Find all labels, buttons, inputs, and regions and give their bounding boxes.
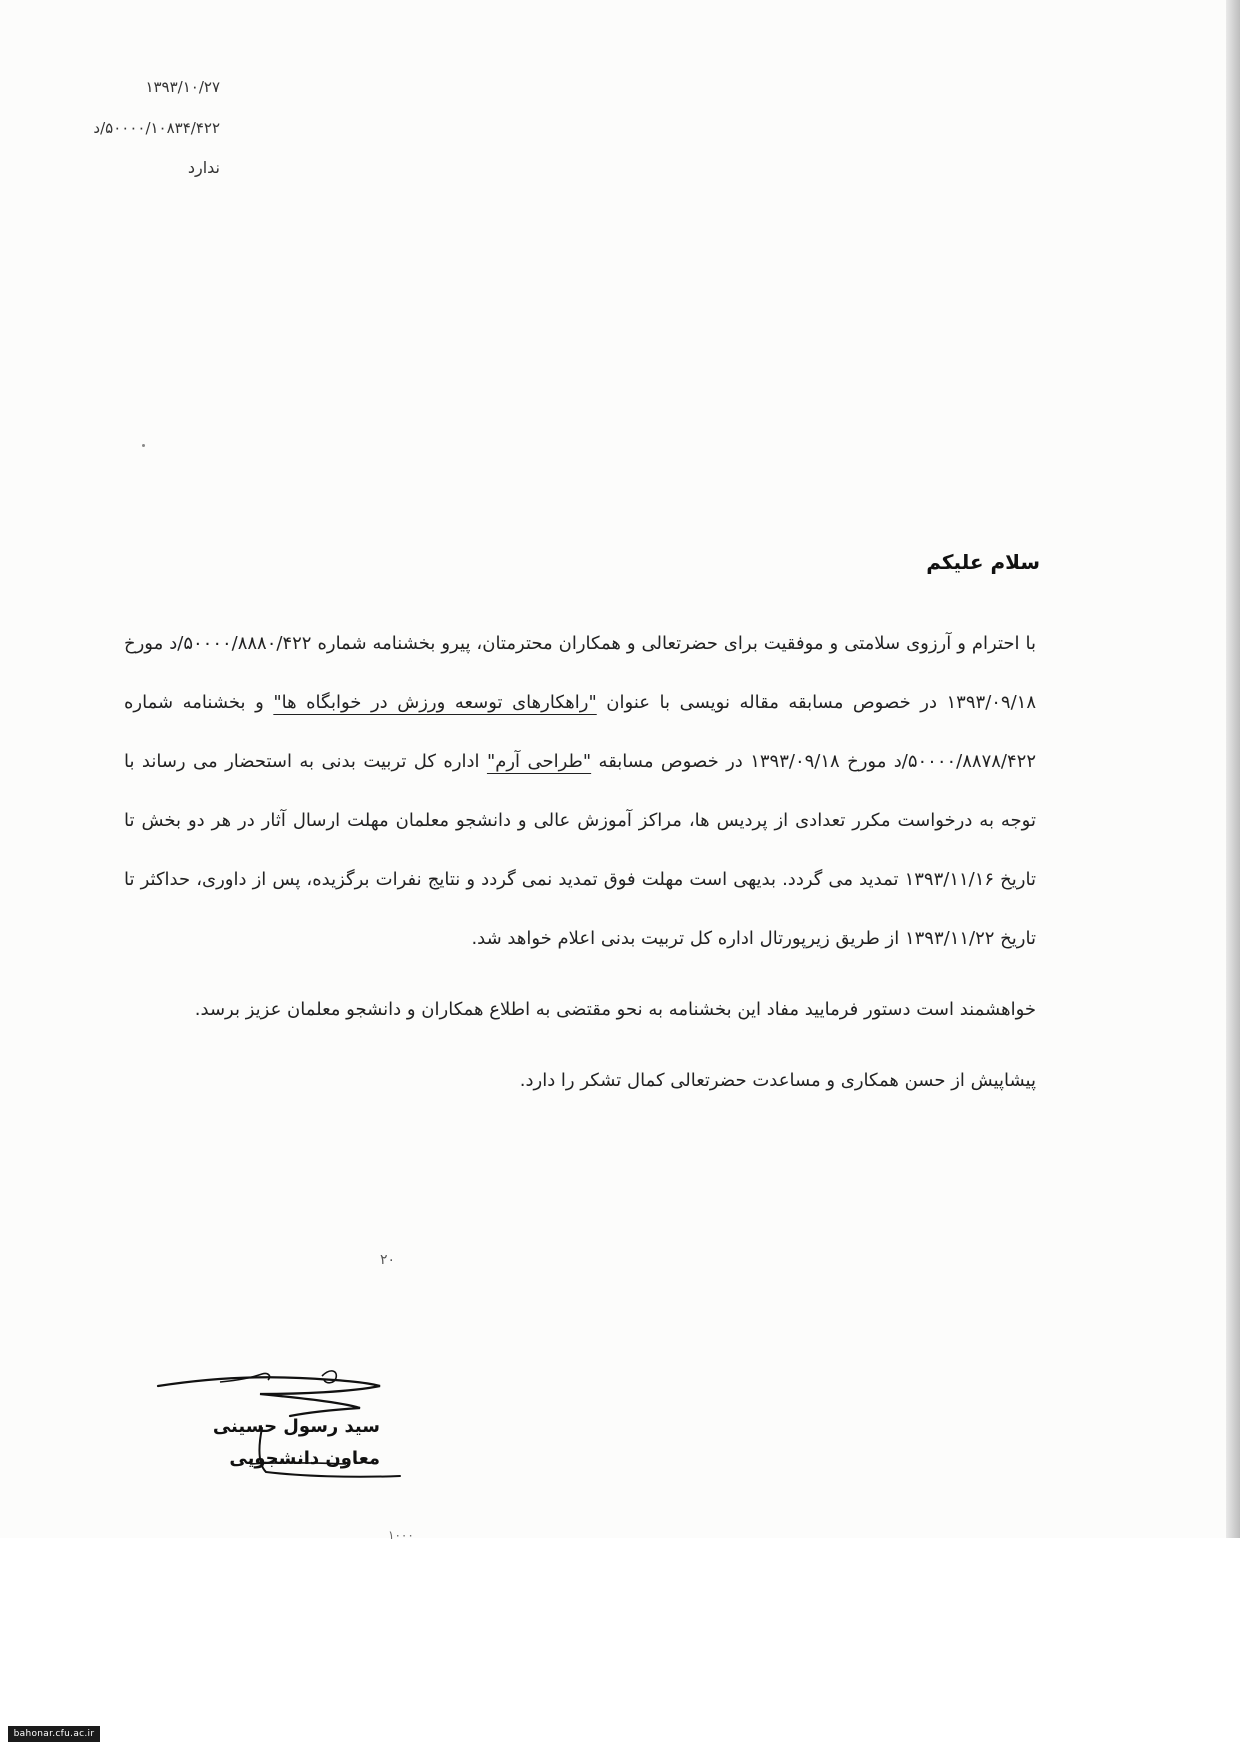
- contest-title-article: "راهکارهای توسعه ورزش در خوابگاه ها": [273, 692, 597, 713]
- body-paragraph-3: پیشاپیش از حسن همکاری و مساعدت حضرتعالی کمال تشکر را دارد.: [519, 1070, 1036, 1091]
- letter-number: ۵۰۰۰۰/۱۰۸۳۴/۴۲۲/د: [93, 119, 220, 137]
- signer-name: سید رسول حسینی: [212, 1416, 380, 1437]
- letter-attachment: ندارد: [187, 158, 220, 177]
- signer-title: معاون دانشجویی: [229, 1448, 380, 1469]
- scan-edge-shadow: [1226, 0, 1240, 1540]
- para1-text-a: با احترام و آرزوی سلامتی و موفقیت برای حضرتعالی و همکاران محترمتان، پیرو بخشنامه شماره ۵۰۰۰۰/۸۸۸۰/۴۲۲/د مورخ ۱۳۹۳/۰۹/۱۸ در خصوص مسابقه مقاله نویسی با عنوان: [124, 633, 1036, 713]
- scan-mark-bottom: ۱۰۰۰: [388, 1528, 414, 1542]
- letter-body: [124, 614, 1036, 1110]
- scan-mark: ۲۰: [380, 1252, 396, 1268]
- body-paragraph-1: [124, 614, 1036, 968]
- website-watermark: bahonar.cfu.ac.ir: [8, 1726, 100, 1742]
- salutation: سلام علیکم: [926, 550, 1040, 574]
- letter-date: ۱۳۹۳/۱۰/۲۷: [145, 78, 220, 96]
- para1-text-b: و بخشنامه شماره ۵۰۰۰۰/۸۸۷۸/۴۲۲/د مورخ ۱۳۹۳/۰۹/۱۸ در خصوص مسابقه: [124, 692, 1036, 772]
- contest-title-logo: "طراحی آرم": [486, 751, 592, 772]
- scan-speck: [142, 444, 145, 447]
- para1-text-c: اداره کل تربیت بدنی به استحضار می رساند با توجه به درخواست مکرر تعدادی از پردیس ها، مراکز آموزش عالی و دانشجو معلمان مهلت ارسال آثار در هر دو بخش تا تاریخ ۱۳۹۳/۱۱/۱۶ تمدید می گردد. بدیهی است مهلت فوق تمدید نمی گردد و نتایج نفرات برگزیده، پس از داوری، حداکثر تا تاریخ ۱۳۹۳/۱۱/۲۲ از طریق زیرپورتال اداره کل تربیت بدنی اعلام خواهد شد.: [124, 751, 1036, 949]
- body-paragraph-2: خواهشمند است دستور فرمایید مفاد این بخشنامه به نحو مقتضی به اطلاع همکاران و دانشجو معلمان عزیز برسد.: [194, 999, 1036, 1020]
- scan-bottom-area: [0, 1538, 1240, 1752]
